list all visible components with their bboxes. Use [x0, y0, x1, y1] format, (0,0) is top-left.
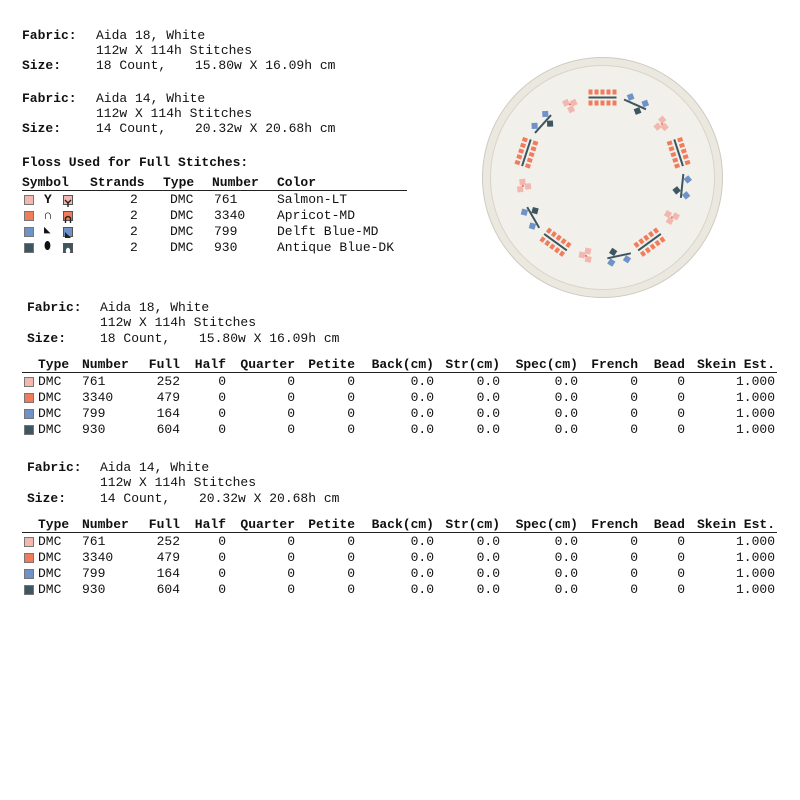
col-header-half: Half: [194, 357, 226, 372]
size-dims: 15.80w X 16.09h cm: [195, 58, 336, 73]
col-header-skein: Skein Est.: [696, 357, 775, 372]
cell-quarter: 0: [287, 422, 295, 437]
cell-quarter: 0: [287, 374, 295, 389]
cell-back: 0.0: [410, 422, 434, 437]
cell-full: 604: [156, 422, 180, 437]
type-value: DMC: [170, 240, 194, 255]
cell-spec: 0.0: [554, 550, 578, 565]
col-header-number: Number: [82, 517, 129, 532]
cell-full: 604: [156, 582, 180, 597]
cell-skein: 1.000: [735, 566, 775, 581]
strands-value: 2: [130, 208, 138, 223]
cell-spec: 0.0: [554, 374, 578, 389]
cell-full: 164: [156, 566, 180, 581]
header-type: Type: [163, 175, 195, 190]
strands-value: 2: [130, 192, 138, 207]
color-swatch: [24, 377, 34, 387]
cell-half: 0: [218, 374, 226, 389]
color-swatch: [24, 537, 34, 547]
cell-full: 252: [156, 374, 180, 389]
cell-half: 0: [218, 582, 226, 597]
cell-spec: 0.0: [554, 390, 578, 405]
cell-str: 0.0: [476, 422, 500, 437]
size-dims: 20.32w X 20.68h cm: [199, 491, 340, 506]
col-header-str: Str(cm): [445, 357, 500, 372]
swatch-antique: [24, 243, 34, 253]
cell-half: 0: [218, 390, 226, 405]
stitch-symbol-y-icon: Y: [44, 192, 52, 207]
cell-number: 930: [82, 422, 106, 437]
swatch-apricot: [24, 211, 34, 221]
cell-spec: 0.0: [554, 566, 578, 581]
cell-french: 0: [630, 406, 638, 421]
header-color: Color: [277, 175, 317, 190]
size-dims: 20.32w X 20.68h cm: [195, 121, 336, 136]
cell-half: 0: [218, 406, 226, 421]
cell-type: DMC: [38, 422, 62, 437]
cell-half: 0: [218, 534, 226, 549]
swatch-salmon: [24, 195, 34, 205]
col-header-back: Back(cm): [371, 517, 434, 532]
cell-str: 0.0: [476, 582, 500, 597]
color-value: Delft Blue-MD: [277, 224, 379, 239]
cell-type: DMC: [38, 582, 62, 597]
color-value: Antique Blue-DK: [277, 240, 395, 255]
legend-underline: [22, 190, 407, 191]
col-header-number: Number: [82, 357, 129, 372]
col-header-type: Type: [38, 517, 70, 532]
col-header-petite: Petite: [308, 517, 355, 532]
cell-full: 479: [156, 390, 180, 405]
cell-bead: 0: [677, 566, 685, 581]
number-value: 930: [214, 240, 238, 255]
cell-quarter: 0: [287, 390, 295, 405]
cell-back: 0.0: [410, 390, 434, 405]
fabric-label: Fabric:: [27, 460, 82, 475]
cell-skein: 1.000: [735, 534, 775, 549]
color-value: Salmon-LT: [277, 192, 348, 207]
col-header-half: Half: [194, 517, 226, 532]
table-header-underline: [22, 372, 777, 373]
size-label: Size:: [27, 491, 67, 506]
cell-petite: 0: [347, 566, 355, 581]
cell-back: 0.0: [410, 534, 434, 549]
type-value: DMC: [170, 208, 194, 223]
header-number: Number: [212, 175, 259, 190]
col-header-quarter: Quarter: [240, 357, 295, 372]
cell-bead: 0: [677, 390, 685, 405]
number-value: 799: [214, 224, 238, 239]
color-swatch: [24, 585, 34, 595]
col-header-bead: Bead: [653, 517, 685, 532]
cell-quarter: 0: [287, 582, 295, 597]
cell-str: 0.0: [476, 406, 500, 421]
size-label: Size:: [27, 331, 67, 346]
cell-spec: 0.0: [554, 422, 578, 437]
cell-str: 0.0: [476, 566, 500, 581]
color-swatch: [24, 569, 34, 579]
cell-full: 252: [156, 534, 180, 549]
cell-full: 164: [156, 406, 180, 421]
swatch-delft: [24, 227, 34, 237]
cell-french: 0: [630, 390, 638, 405]
col-header-spec: Spec(cm): [515, 517, 578, 532]
cell-number: 761: [82, 534, 106, 549]
cell-skein: 1.000: [735, 374, 775, 389]
color-swatch: [24, 425, 34, 435]
col-header-bead: Bead: [653, 357, 685, 372]
cell-quarter: 0: [287, 534, 295, 549]
header-symbol: Symbol: [22, 175, 69, 190]
cell-petite: 0: [347, 390, 355, 405]
col-header-skein: Skein Est.: [696, 517, 775, 532]
color-swatch: [24, 409, 34, 419]
cell-petite: 0: [347, 582, 355, 597]
cell-str: 0.0: [476, 374, 500, 389]
cell-skein: 1.000: [735, 390, 775, 405]
cell-bead: 0: [677, 374, 685, 389]
stitches-value: 112w X 114h Stitches: [100, 315, 257, 330]
stitches-value: 112w X 114h Stitches: [100, 475, 257, 490]
number-value: 761: [214, 192, 238, 207]
cell-back: 0.0: [410, 550, 434, 565]
cell-french: 0: [630, 566, 638, 581]
strands-value: 2: [130, 240, 138, 255]
header-strands: Strands: [90, 175, 145, 190]
type-value: DMC: [170, 224, 194, 239]
cell-french: 0: [630, 374, 638, 389]
cell-bead: 0: [677, 582, 685, 597]
cell-number: 3340: [82, 390, 114, 405]
color-value: Apricot-MD: [277, 208, 356, 223]
col-header-full: Full: [148, 357, 180, 372]
strands-value: 2: [130, 224, 138, 239]
col-header-petite: Petite: [308, 357, 355, 372]
cell-bead: 0: [677, 406, 685, 421]
size-count: 14 Count,: [100, 491, 171, 506]
cell-french: 0: [630, 422, 638, 437]
col-header-str: Str(cm): [445, 517, 500, 532]
cell-type: DMC: [38, 374, 62, 389]
fabric-value: Aida 14, White: [100, 460, 210, 475]
size-label: Size:: [22, 58, 62, 73]
cell-full: 479: [156, 550, 180, 565]
color-swatch: [24, 553, 34, 563]
cell-number: 799: [82, 566, 106, 581]
type-value: DMC: [170, 192, 194, 207]
cell-str: 0.0: [476, 550, 500, 565]
cell-half: 0: [218, 422, 226, 437]
size-label: Size:: [22, 121, 62, 136]
cell-bead: 0: [677, 422, 685, 437]
cell-back: 0.0: [410, 566, 434, 581]
cell-str: 0.0: [476, 534, 500, 549]
cell-str: 0.0: [476, 390, 500, 405]
stitches-value: 112w X 114h Stitches: [96, 43, 253, 58]
col-header-back: Back(cm): [371, 357, 434, 372]
cell-petite: 0: [347, 406, 355, 421]
fabric-value: Aida 18, White: [100, 300, 210, 315]
cell-number: 761: [82, 374, 106, 389]
cell-half: 0: [218, 566, 226, 581]
size-count: 14 Count,: [96, 121, 167, 136]
color-swatch: [24, 393, 34, 403]
cell-type: DMC: [38, 566, 62, 581]
cell-french: 0: [630, 534, 638, 549]
cell-petite: 0: [347, 422, 355, 437]
cell-quarter: 0: [287, 566, 295, 581]
stitch-symbol-oval-icon: ⬮: [44, 241, 51, 253]
size-count: 18 Count,: [100, 331, 171, 346]
col-header-french: French: [591, 357, 638, 372]
cell-quarter: 0: [287, 406, 295, 421]
fabric-value: Aida 14, White: [96, 91, 206, 106]
number-value: 3340: [214, 208, 246, 223]
col-header-full: Full: [148, 517, 180, 532]
cell-back: 0.0: [410, 582, 434, 597]
cell-skein: 1.000: [735, 422, 775, 437]
fabric-value: Aida 18, White: [96, 28, 206, 43]
cell-type: DMC: [38, 390, 62, 405]
cell-spec: 0.0: [554, 534, 578, 549]
cell-skein: 1.000: [735, 406, 775, 421]
cell-type: DMC: [38, 534, 62, 549]
cell-half: 0: [218, 550, 226, 565]
cell-back: 0.0: [410, 406, 434, 421]
fabric-label: Fabric:: [22, 91, 77, 106]
col-header-french: French: [591, 517, 638, 532]
cell-french: 0: [630, 582, 638, 597]
symbol-box-oval-icon: [63, 243, 73, 253]
cell-bead: 0: [677, 550, 685, 565]
stitches-value: 112w X 114h Stitches: [96, 106, 253, 121]
cell-skein: 1.000: [735, 582, 775, 597]
col-header-spec: Spec(cm): [515, 357, 578, 372]
col-header-type: Type: [38, 357, 70, 372]
cell-type: DMC: [38, 550, 62, 565]
stitch-symbol-triangle-icon: ◣: [44, 225, 51, 237]
cell-number: 3340: [82, 550, 114, 565]
stitch-symbol-arch-icon: ∩: [44, 208, 52, 223]
size-count: 18 Count,: [96, 58, 167, 73]
cell-french: 0: [630, 550, 638, 565]
floss-title: Floss Used for Full Stitches:: [22, 155, 249, 170]
cell-bead: 0: [677, 534, 685, 549]
col-header-quarter: Quarter: [240, 517, 295, 532]
cell-skein: 1.000: [735, 550, 775, 565]
cell-spec: 0.0: [554, 582, 578, 597]
cell-quarter: 0: [287, 550, 295, 565]
cell-back: 0.0: [410, 374, 434, 389]
cell-number: 930: [82, 582, 106, 597]
cell-spec: 0.0: [554, 406, 578, 421]
size-dims: 15.80w X 16.09h cm: [199, 331, 340, 346]
hoop-preview: [480, 55, 725, 300]
fabric-label: Fabric:: [27, 300, 82, 315]
fabric-label: Fabric:: [22, 28, 77, 43]
table-header-underline: [22, 532, 777, 533]
cell-petite: 0: [347, 534, 355, 549]
symbol-box-y-icon: [63, 195, 73, 205]
cell-petite: 0: [347, 374, 355, 389]
cell-number: 799: [82, 406, 106, 421]
symbol-box-arch-icon: [63, 211, 73, 221]
symbol-box-triangle-icon: [63, 227, 73, 237]
cell-type: DMC: [38, 406, 62, 421]
cell-petite: 0: [347, 550, 355, 565]
